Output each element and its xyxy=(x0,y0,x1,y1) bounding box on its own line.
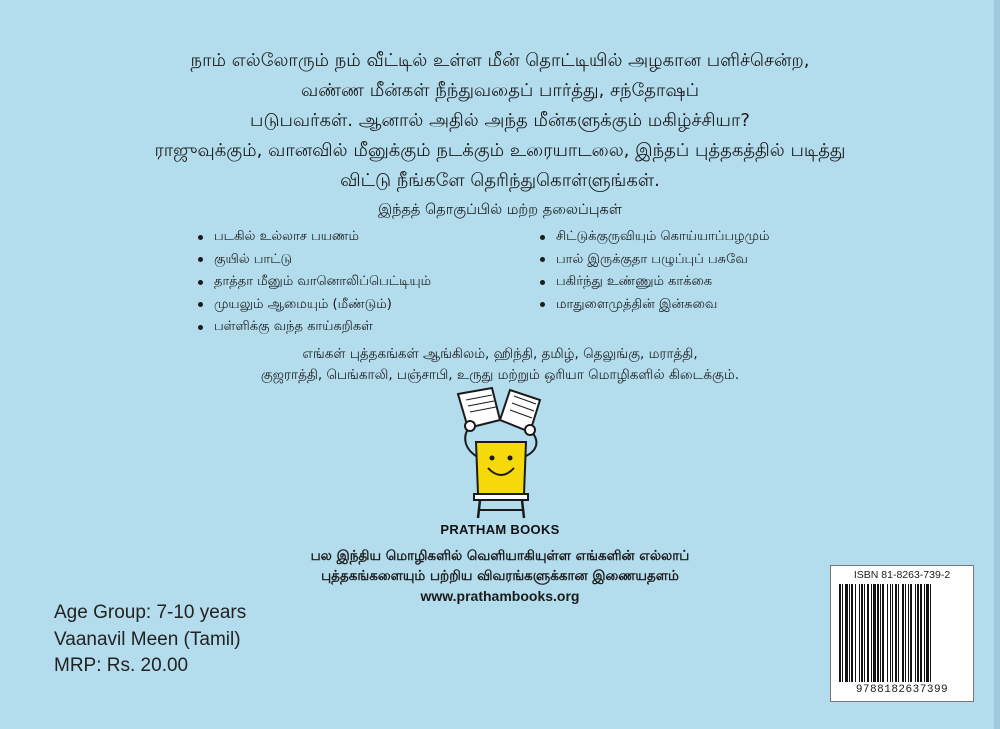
blurb-line: ராஜுவுக்கும், வானவில் மீனுக்கும் நடக்கும் உரையாடலை, இந்தப் புத்தகத்தில் படித்து xyxy=(154,140,846,161)
languages-line: குஜராத்தி, பெங்காலி, பஞ்சாபி, உருது மற்றும் ஒரியா மொழிகளில் கிடைக்கும். xyxy=(260,367,740,383)
barcode xyxy=(830,565,974,702)
blurb-line: நாம் எல்லோரும் நம் வீட்டில் உள்ள மீன் தொட்டியில் அழகான பளிச்சென்ற, xyxy=(190,50,810,71)
website-link[interactable]: www.prathambooks.org xyxy=(420,588,580,604)
book-title: Vaanavil Meen (Tamil) xyxy=(54,628,241,650)
blurb-line: வண்ண மீன்கள் நீந்துவதைப் பார்த்து, சந்தோஷப் xyxy=(301,80,699,101)
barcode-bars-icon xyxy=(839,584,965,682)
bullet-icon xyxy=(198,325,203,330)
age-group: Age Group: 7-10 years xyxy=(54,602,247,623)
list-item xyxy=(540,294,770,317)
blurb-line: படுபவர்கள். ஆனால் அதில் அந்த மீன்களுக்கும் மகிழ்ச்சியா? xyxy=(250,110,750,131)
bullet-icon xyxy=(540,280,545,285)
bullet-icon xyxy=(198,302,203,307)
blurb-line: விட்டு நீங்களே தெரிந்துகொள்ளுங்கள். xyxy=(340,170,660,191)
series-list-left xyxy=(198,226,431,339)
book-info xyxy=(54,600,246,680)
list-item-label: மாதுளைமுத்தின் இன்சுவை xyxy=(556,296,718,312)
list-item xyxy=(198,226,431,249)
series-list-right xyxy=(540,226,770,316)
blurb xyxy=(40,46,960,196)
list-item-label: குயில் பாட்டு xyxy=(214,251,293,267)
list-item xyxy=(198,294,431,317)
list-item xyxy=(198,271,431,294)
list-item xyxy=(540,271,770,294)
publisher-name: PRATHAM BOOKS xyxy=(440,522,560,537)
bullet-icon xyxy=(198,235,203,240)
list-item-label: சிட்டுக்குருவியும் கொய்யாப்பழமும் xyxy=(556,229,770,244)
bullet-icon xyxy=(540,235,545,240)
list-item xyxy=(540,249,770,272)
list-item-label: பகிர்ந்து உண்ணும் காக்கை xyxy=(556,274,713,289)
reading-child-logo-icon xyxy=(440,384,562,519)
isbn-label: ISBN 81-8263-739-2 xyxy=(853,569,951,581)
list-item-label: தாத்தா மீனும் வானொலிப்பெட்டியும் xyxy=(214,274,432,289)
bullet-icon xyxy=(198,257,203,262)
list-item xyxy=(540,226,770,249)
list-item xyxy=(198,316,431,339)
price: MRP: Rs. 20.00 xyxy=(54,655,189,676)
bullet-icon xyxy=(540,257,545,262)
website-note-line: புத்தகங்களையும் பற்றிய விவரங்களுக்கான இணையதளம் xyxy=(321,568,679,584)
bullet-icon xyxy=(198,280,203,285)
list-item xyxy=(198,249,431,272)
website-note-line: பல இந்திய மொழிகளில் வெளியாகியுள்ள எங்களின் எல்லாப் xyxy=(310,548,690,564)
list-item-label: முயலும் ஆமையும் (மீண்டும்) xyxy=(214,296,392,312)
list-item-label: பள்ளிக்கு வந்த காய்கறிகள் xyxy=(214,319,373,334)
bullet-icon xyxy=(540,302,545,307)
barcode-number: 9788182637399 xyxy=(855,684,949,696)
languages-line: எங்கள் புத்தகங்கள் ஆங்கிலம், ஹிந்தி, தமிழ், தெலுங்கு, மராத்தி, xyxy=(302,346,698,362)
list-item-label: படகில் உல்லாச பயணம் xyxy=(214,229,359,244)
languages-note xyxy=(0,344,1000,386)
series-title: இந்தத் தொகுப்பில் மற்ற தலைப்புகள் xyxy=(378,202,622,218)
list-item-label: பால் இருக்குதா பழுப்புப் பசுவே xyxy=(556,251,748,267)
